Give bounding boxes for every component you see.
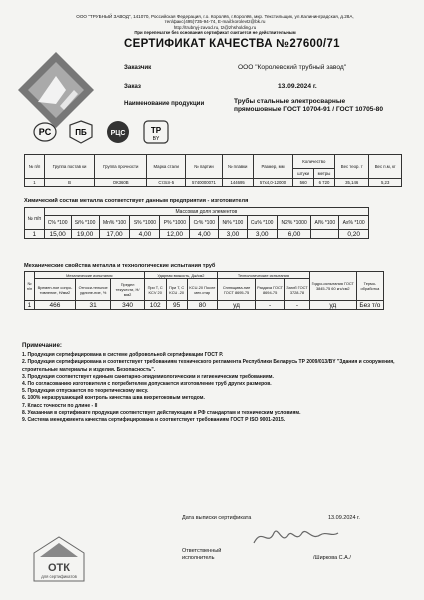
cell: Ст3сп-5	[147, 179, 186, 187]
cell: 3,00	[219, 230, 247, 239]
chem-table	[24, 207, 369, 239]
th-heat-treatment: Термо-обработка	[356, 272, 383, 301]
cell: -	[285, 301, 310, 310]
cell: 1	[25, 230, 45, 239]
cell: 80	[187, 301, 217, 310]
note-item: 7. Класс точности по длине - II	[22, 402, 98, 409]
cell: 4,00	[190, 230, 219, 239]
cell: 95	[166, 301, 187, 310]
rcs-mark-icon	[104, 120, 132, 144]
th-num: № п/п	[25, 208, 45, 230]
note-item: 8. Указанная в сертификате продукция соответствует действующим в РФ стандартам и техническим условиям.	[22, 409, 301, 416]
cell: 0,20	[339, 230, 369, 239]
th-n2: N2% *1000	[277, 216, 311, 230]
th-bend: Загиб ГОСТ 3728-78	[285, 279, 310, 301]
th-impact: Ударная вязкость, Дж/см2	[144, 272, 217, 279]
handwritten-signature	[250, 523, 340, 554]
th-tensile: Времен-ное сопро-тивление, Н/мм2	[34, 279, 75, 301]
cell: 102	[144, 301, 166, 310]
th-ni: Ni% *100	[219, 216, 247, 230]
order-date: 13.09.2024 г.	[278, 83, 317, 90]
th-as: As% *100	[339, 216, 369, 230]
mech-title: Механические свойства металла и технологические испытания труб	[24, 263, 216, 269]
th-heat: № плавки	[222, 155, 253, 179]
certification-marks	[30, 120, 220, 144]
cell: 560	[293, 179, 313, 187]
responsible-name: /Ширкова С.А./	[313, 555, 351, 561]
cell: 17,00	[99, 230, 130, 239]
th-size: Размер, мм	[253, 155, 293, 179]
th-cr: Cr% *100	[190, 216, 219, 230]
mech-table	[24, 271, 384, 310]
cell: уд	[309, 301, 356, 310]
note-item: 4. По согласованию изготовителя с потребителем допускается изготовление труб других размеров.	[22, 381, 272, 388]
th-delivery-group: Группа постав ки	[44, 155, 94, 179]
header-line2: тел/факс(495)735-94-74, E-mail:korolevtz@bk.ru	[164, 19, 266, 25]
svg-text:ОТК: ОТК	[48, 562, 70, 574]
svg-text:РЦС: РЦС	[110, 130, 126, 137]
note-item: 9. Система менеджмента качества сертифицирована и соответствует требованиям ГОСТ Р ISO 9001-2015.	[22, 417, 286, 424]
th-kcu-aged: KCU-20 После мех.стар	[187, 279, 217, 301]
cell: -	[256, 301, 285, 310]
th-num: № п/п	[25, 272, 35, 301]
th-flattening: Сплющива-ние ГОСТ 8695-75	[218, 279, 256, 301]
certificate-title: СЕРТИФИКАТ КАЧЕСТВА №27600/71	[124, 38, 340, 50]
table-row	[25, 301, 384, 310]
th-si: Si% *100	[71, 216, 99, 230]
cell: 1	[25, 179, 45, 187]
notes-heading: Примечание:	[22, 342, 62, 349]
th-mech-tests: Механические испытания	[34, 272, 144, 279]
order-label: Заказ	[124, 83, 142, 90]
cell: 1	[25, 301, 35, 310]
th-yield: Предел текучести, Н/мм2	[111, 279, 144, 301]
notes-section	[22, 342, 402, 424]
signature-icon	[250, 523, 340, 551]
th-mn: Mn% *100	[99, 216, 130, 230]
gost-r-mark-icon	[30, 120, 60, 144]
th-p: P% *1000	[160, 216, 190, 230]
th-c: C% *100	[44, 216, 71, 230]
cell: 3,00	[247, 230, 277, 239]
svg-text:PC: PC	[38, 127, 52, 137]
th-cu: Cu% *100	[247, 216, 277, 230]
th-kcv: При Т, С KCV 20	[144, 279, 166, 301]
chem-title: Химический состав металла соответствует данным предприятия - изготовителя	[24, 198, 249, 204]
note-item: 6. 100% неразрушающий контроль качества шва вихретоковым методом.	[22, 395, 205, 402]
customer-label: Заказчик	[124, 64, 152, 71]
cell: 35,146	[335, 179, 369, 187]
table-row	[25, 230, 369, 239]
company-header	[30, 14, 400, 36]
th-strength-group: Группа прочности	[95, 155, 147, 179]
cell: 4,00	[130, 230, 160, 239]
cell: 5,23	[369, 179, 402, 187]
cell: 12,00	[160, 230, 190, 239]
cell: 6,00	[277, 230, 311, 239]
header-line3: http://trubnyj-zavod.ru, tz@zhsholding.ru	[173, 24, 257, 30]
product-value: Трубы стальные электросварные прямошовные ГОСТ 10704-91 / ГОСТ 10705-80	[234, 98, 383, 113]
th-batch: № партии	[186, 155, 223, 179]
th-s: S% *1000	[130, 216, 160, 230]
cell: 31	[75, 301, 110, 310]
cell: В	[44, 179, 94, 187]
svg-text:для сертификатов: для сертификатов	[41, 574, 77, 579]
note-item: 5. Продукция отпускается по теоретическому весу.	[22, 388, 149, 395]
note-item: 2. Продукция сертифицирована и соответствует требованиям технического регламента Республики Беларусь ТР 2009/013/BY "Здания и сооружения, строительные материалы и изделия. Безопасность".	[22, 359, 395, 373]
svg-text:BY: BY	[152, 136, 160, 142]
responsible-label-2: исполнитель	[182, 555, 215, 561]
th-weight-per-m: Вес п.м, кг	[369, 155, 402, 179]
table-row	[25, 179, 402, 187]
cell: ОК360В	[95, 179, 147, 187]
cell	[311, 230, 339, 239]
cell: 15,00	[44, 230, 71, 239]
th-num: № п/п	[25, 155, 45, 179]
svg-text:ПБ: ПБ	[75, 128, 87, 137]
cell: 466	[34, 301, 75, 310]
cell: 340	[111, 301, 144, 310]
responsible-label-1: Ответственный	[182, 548, 222, 554]
issue-date-label: Дата выписки сертификата	[182, 515, 252, 521]
cell: 19,00	[71, 230, 99, 239]
cell: 5740000071	[186, 179, 223, 187]
cell: 144695	[222, 179, 253, 187]
cell: Без т/о	[356, 301, 383, 310]
cell: 6 720	[313, 179, 334, 187]
otk-stamp-icon	[30, 535, 88, 585]
th-hydro: Гидро-испытания ГОСТ 3845-75 60 кгс/см2	[309, 272, 356, 301]
svg-text:TP: TP	[150, 126, 162, 135]
note-item: 3. Продукция соответствует единым санитарно-эпидемиологическим и гигиеническим требованиям.	[22, 373, 274, 380]
th-quantity: Количество	[293, 155, 335, 169]
pb-mark-icon	[68, 120, 94, 144]
customer-value: ООО "Королевский трубный завод"	[238, 64, 347, 71]
th-meters: метры	[313, 169, 334, 179]
responsible-label	[182, 548, 221, 562]
th-kcu: При Т, С KCU -20	[166, 279, 187, 301]
th-tech-tests: Технологические испытания	[218, 272, 310, 279]
th-pieces: штуки	[293, 169, 313, 179]
note-item: 1. Продукция сертифицирована в системе добровольной сертификации ГОСТ Р.	[22, 352, 224, 359]
company-logo	[16, 50, 96, 130]
th-elongation: Относи-тельное удлине-ние, %	[75, 279, 110, 301]
th-weight: Вес теор. т	[335, 155, 369, 179]
th-steel-grade: Марка стали	[147, 155, 186, 179]
th-expansion: Раздача ГОСТ 8694-75	[256, 279, 285, 301]
cell: 57х4,0-12000	[253, 179, 293, 187]
cell: уд	[218, 301, 256, 310]
th-al: Al% *100	[311, 216, 339, 230]
tr-by-mark-icon	[142, 120, 170, 144]
th-mass-fraction: Массовая доля элементов	[44, 208, 368, 216]
header-note: При перепечатке без основания сертификат считается не действительным	[134, 30, 296, 36]
product-label: Наименование продукции	[124, 100, 205, 107]
product-table	[24, 154, 402, 187]
header-line1: ООО "ТРУБНЫЙ ЗАВОД", 141070, Российская Федерация, г.о. Королёв, г.Королёв, мкр. Текстильщик, ул.Калининградская, д.28А,	[76, 14, 354, 19]
issue-date: 13.09.2024 г.	[328, 515, 360, 521]
